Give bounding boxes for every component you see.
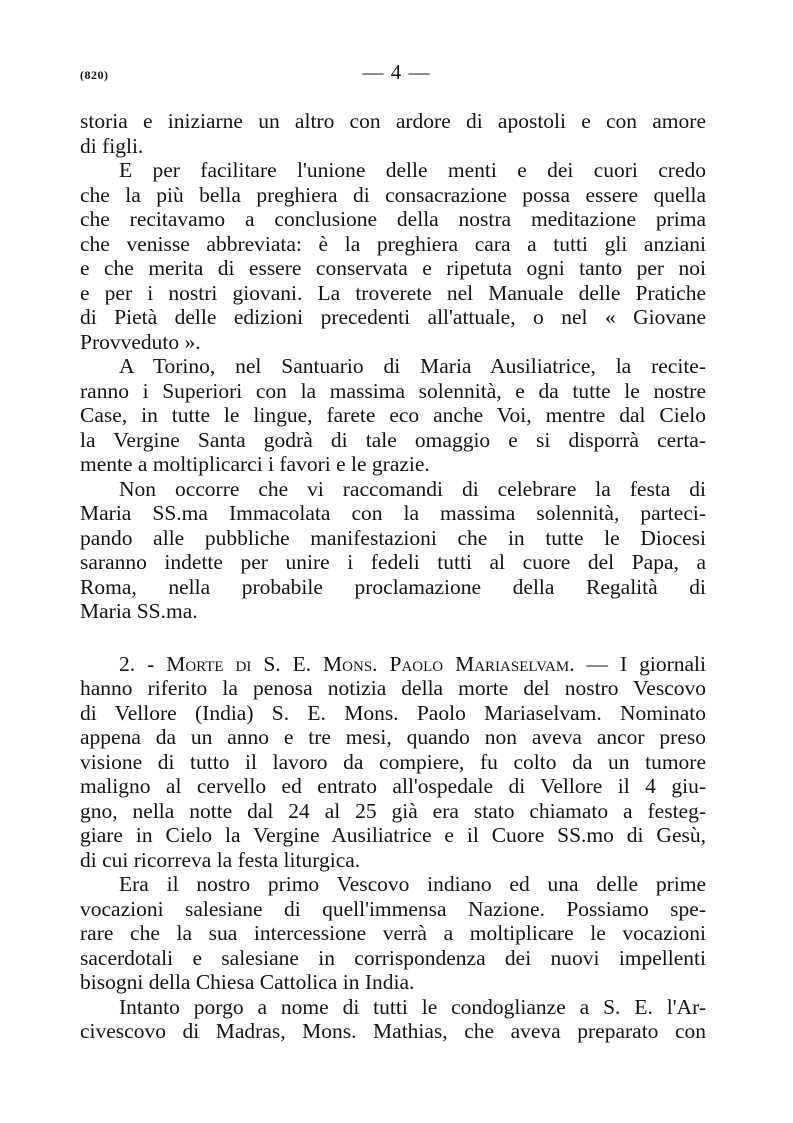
text-line: di Vellore (India) S. E. Mons. Paolo Mariaselvam. Nominato <box>80 700 706 725</box>
paragraph <box>80 872 706 995</box>
section-gap <box>80 624 706 652</box>
paragraph <box>80 995 706 1044</box>
text-line: mente a moltiplicarci i favori e le grazie. <box>80 452 430 476</box>
text-line: Maria SS.ma. <box>80 599 198 623</box>
paragraph <box>80 477 706 624</box>
page-number: — 4 — <box>362 60 431 84</box>
text-line: A Torino, nel Santuario di Maria Ausiliatrice, la recite- <box>119 354 706 378</box>
text-line: ranno i Superiori con la massima solennità, e da tutte le nostre <box>80 378 706 403</box>
body-text <box>80 109 706 1044</box>
text-line: Era il nostro primo Vescovo indiano ed una delle prime <box>119 872 706 896</box>
text-line: che recitavamo a conclusione della nostra meditazione prima <box>80 207 706 231</box>
text-line: che venisse abbreviata: è la preghiera cara a tutti gli anziani <box>80 231 706 256</box>
paragraph <box>80 354 706 477</box>
text-line: di Pietà delle edizioni precedenti all'attuale, o nel « Giovane <box>80 305 706 329</box>
text-line: pando alle pubbliche manifestazioni che in tutte le Diocesi <box>80 525 706 550</box>
text-line: storia e iniziarne un altro con ardore di apostoli e con amore <box>80 109 706 133</box>
text-line: Non occorre che vi raccomandi di celebrare la festa di <box>119 476 706 501</box>
text-line: che la più bella preghiera di consacrazione possa essere quella <box>80 182 706 207</box>
text-line: sacerdotali e salesiane in corrispondenza dei nuovi impellenti <box>80 945 706 970</box>
section-2 <box>80 652 706 873</box>
text-line: Intanto porgo a nome di tutti le condoglianze a S. E. l'Ar- <box>119 994 706 1019</box>
text-line: la Vergine Santa godrà di tale omaggio e si disporrà certa- <box>80 427 706 452</box>
section-heading-line <box>80 652 706 677</box>
section-title: Morte di S. E. Mons. Paolo Mariaselvam. <box>166 651 575 676</box>
text-line: Maria SS.ma Immacolata con la massima solennità, parteci- <box>80 501 706 525</box>
text-line: di figli. <box>80 133 144 158</box>
paragraph <box>80 109 706 158</box>
text-line: saranno indette per unire i fedeli tutti al cuore del Papa, a <box>80 550 706 574</box>
text-line: visione di tutto il lavoro da compiere, fu colto da un tumore <box>80 749 706 774</box>
text-line: gno, nella notte dal 24 al 25 già era stato chiamato a festeg- <box>80 798 706 823</box>
text-line: maligno al cervello ed entrato all'ospedale di Vellore il 4 giu- <box>80 774 706 798</box>
text-line: Case, in tutte le lingue, farete eco anche Voi, mentre dal Cielo <box>80 403 706 427</box>
text-line: E per facilitare l'unione delle menti e dei cuori credo <box>119 158 706 182</box>
text-line: civescovo di Madras, Mons. Mathias, che aveva preparato con <box>80 1019 706 1043</box>
section-number: 2. - <box>119 651 155 676</box>
text-line: Provveduto ». <box>80 329 201 354</box>
text-line: di cui ricorreva la festa liturgica. <box>80 847 361 872</box>
text-line: bisogni della Chiesa Cattolica in India. <box>80 970 415 994</box>
text-line: rare che la sua intercessione verrà a moltiplicare le vocazioni <box>80 921 706 945</box>
text-line: e che merita di essere conservata e ripetuta ogni tanto per noi <box>80 256 706 280</box>
text-line: giare in Cielo la Vergine Ausiliatrice e il Cuore SS.mo di Gesù, <box>80 823 706 847</box>
page-code: (820) <box>80 68 109 82</box>
text-line: Roma, nella probabile proclamazione della Regalità di <box>80 574 706 599</box>
text-line: appena da un anno e tre mesi, quando non aveva ancor preso <box>80 725 706 749</box>
text-fragment: — I giornali <box>586 651 706 676</box>
text-line: hanno riferito la penosa notizia della morte del nostro Vescovo <box>80 676 706 700</box>
text-line: vocazioni salesiane di quell'immensa Nazione. Possiamo spe- <box>80 896 706 921</box>
text-line: e per i nostri giovani. La troverete nel Manuale delle Pratiche <box>80 280 706 305</box>
paragraph <box>80 158 706 354</box>
